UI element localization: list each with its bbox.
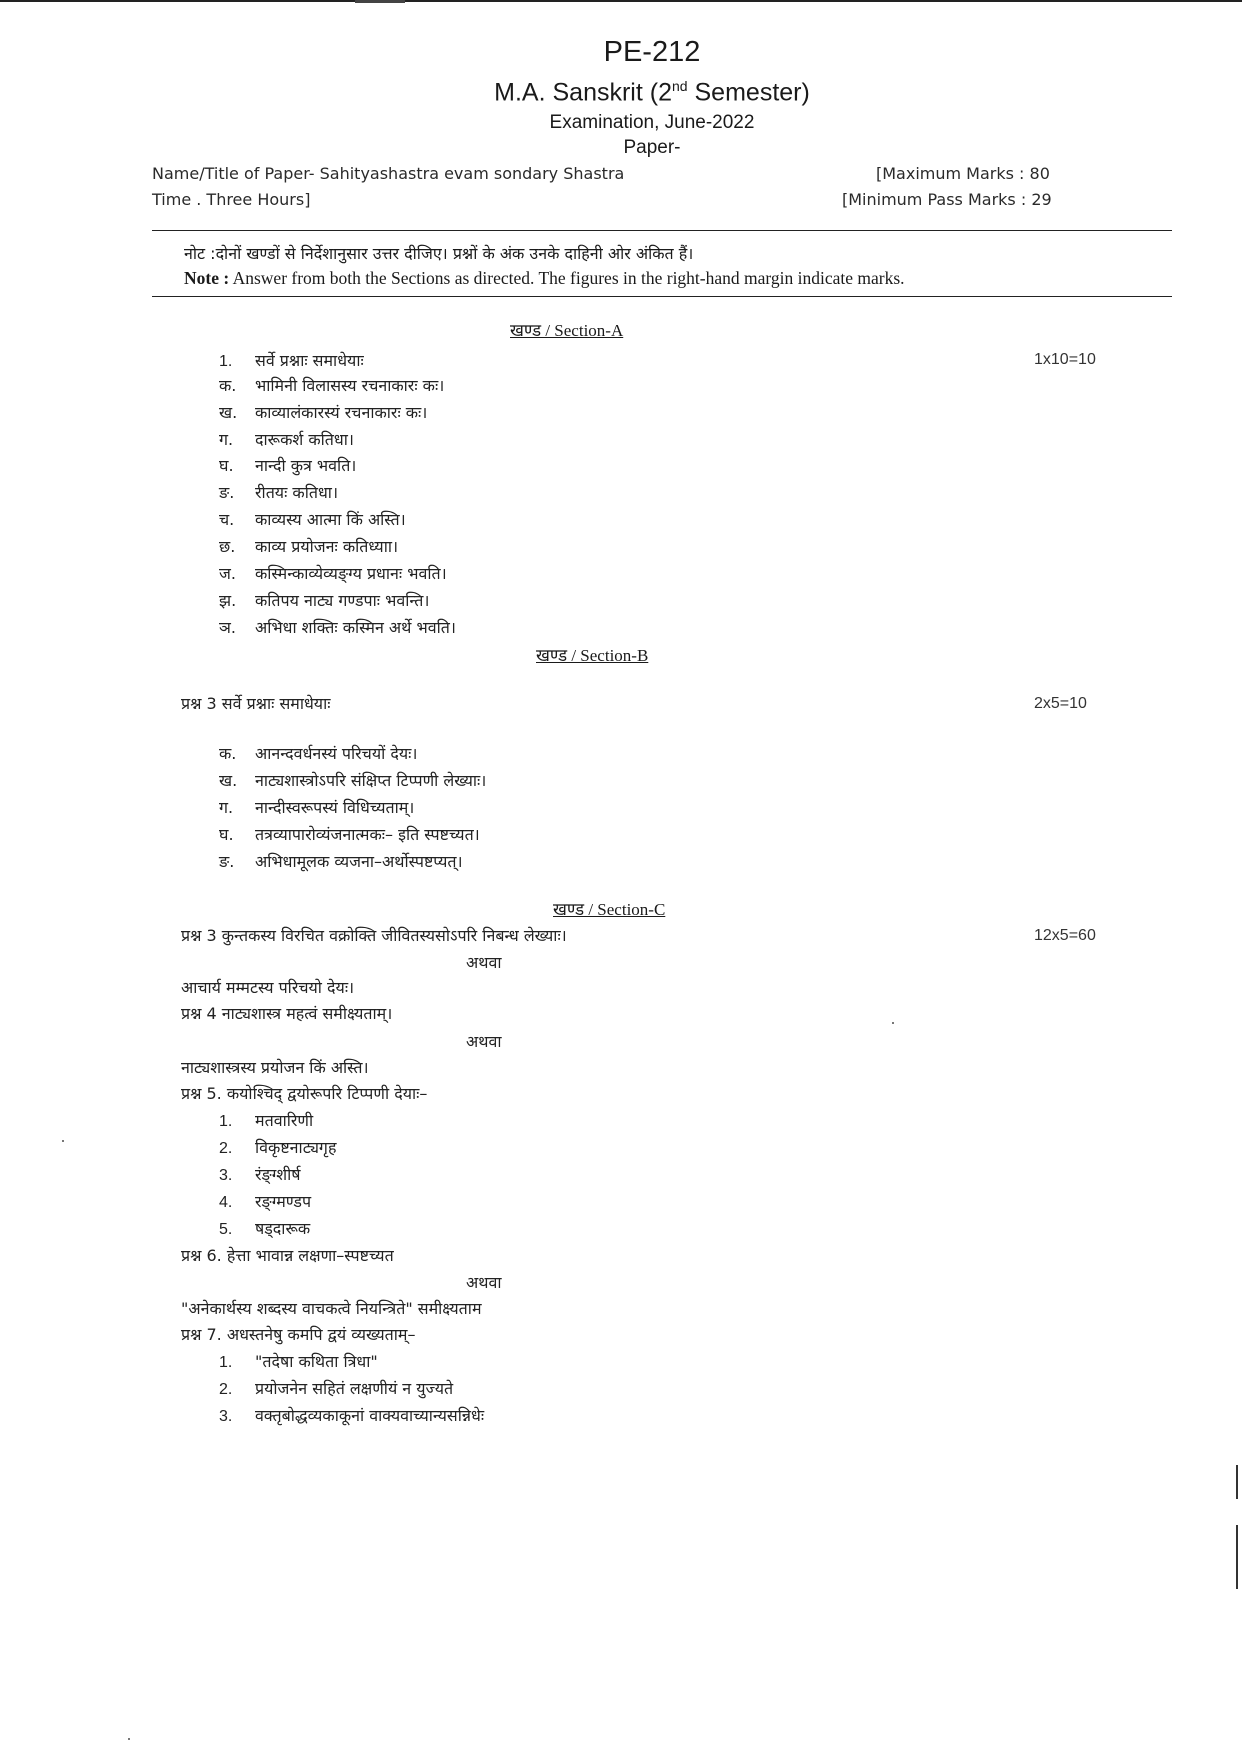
item-text: नाट्यशास्त्रोऽपरि संक्षिप्त टिप्पणी लेख्याः।: [255, 771, 487, 790]
question-item: [219, 374, 444, 396]
item-label: ङ.: [219, 483, 235, 502]
list-item: [219, 1217, 310, 1239]
question-4-alt: नाट्यशास्त्रस्य प्रयोजन किं अस्ति।: [181, 1058, 369, 1077]
item-text: नान्दीस्वरूपस्यं विधिच्यताम्।: [255, 798, 415, 817]
question-item: [219, 562, 447, 584]
item-text: दारूकर्श कतिधा।: [255, 430, 354, 449]
question-5: प्रश्न 5. कयोश्चिद् द्वयोरूपरि टिप्पणी देयाः–: [181, 1084, 428, 1103]
paper-label: Paper-: [623, 137, 681, 158]
item-number: 3.: [219, 1408, 233, 1425]
section-a-heading: खण्ड / Section-A: [510, 321, 624, 340]
scan-speck: [62, 1140, 64, 1142]
scan-top-edge: [0, 0, 1242, 2]
item-number: 1.: [219, 1354, 233, 1371]
list-item: [219, 1377, 453, 1399]
item-text: अभिधा शक्तिः कस्मिन अर्थे भवति।: [255, 618, 456, 637]
list-item: [219, 1136, 336, 1158]
min-pass-marks: [Minimum Pass Marks : 29: [842, 190, 1052, 209]
item-number: 2.: [219, 1140, 233, 1157]
item-text: नान्दी कुत्र भवति।: [255, 456, 357, 475]
item-label: क.: [219, 376, 237, 395]
header-divider: [152, 230, 1172, 231]
list-item: [219, 1404, 484, 1426]
item-number: 2.: [219, 1381, 233, 1398]
item-label: ञ.: [219, 618, 236, 637]
question-item: [219, 428, 354, 450]
item-label: क.: [219, 744, 237, 763]
question-item: [219, 589, 429, 611]
item-text: काव्यस्य आत्मा किं अस्ति।: [255, 510, 406, 529]
item-text: काव्यालंकारस्यं रचनाकारः कः।: [255, 403, 428, 422]
question-7: प्रश्न 7. अधस्तनेषु कमपि द्वयं व्यख्यताम्–: [181, 1325, 416, 1344]
question-item: [219, 850, 463, 872]
section-c-marks: 12x5=60: [1034, 927, 1096, 944]
question-item: [219, 481, 338, 503]
question-item: [219, 742, 417, 764]
course-title-main: M.A. Sanskrit (2: [494, 78, 672, 107]
item-text: कस्मिन्काव्येव्यङ्ग्य प्रधानः भवति।: [255, 564, 447, 583]
item-text: "तदेषा कथिता त्रिधा": [255, 1352, 378, 1371]
time-allowed: Time . Three Hours]: [152, 190, 311, 209]
item-label: छ.: [219, 537, 236, 556]
question-item: [219, 454, 356, 476]
note-label: Note :: [184, 268, 230, 288]
question-item: [219, 508, 406, 530]
item-text: विकृष्टनाट्यगृह: [255, 1138, 337, 1157]
item-number: 3.: [219, 1167, 233, 1184]
question-number: 1.: [219, 353, 233, 370]
section-a-marks: 1x10=10: [1034, 351, 1096, 368]
item-label: च.: [219, 510, 235, 529]
item-label: ङ.: [219, 852, 235, 871]
question-6-alt: "अनेकार्थस्य शब्दस्य वाचकत्वे नियन्त्रिते" समीक्ष्यताम: [181, 1299, 482, 1318]
scan-top-mark: [355, 0, 405, 3]
course-title-sup: nd: [671, 78, 688, 94]
section-a-question: [219, 349, 364, 371]
or-divider: अथवा: [466, 953, 502, 972]
section-c-heading: खण्ड / Section-C: [553, 900, 666, 919]
item-text: रीतयः कतिधा।: [255, 483, 339, 502]
scan-speck: [128, 1738, 130, 1740]
question-item: [219, 823, 480, 845]
note-divider: [152, 296, 1172, 297]
exam-date: Examination, June-2022: [549, 112, 755, 133]
item-label: झ.: [219, 591, 237, 610]
item-label: घ.: [219, 825, 234, 844]
item-label: ज.: [219, 564, 236, 583]
item-text: रङ्ग्मण्डप: [255, 1192, 312, 1211]
item-text: भामिनी विलासस्य रचनाकारः कः।: [255, 376, 445, 395]
question-item: [219, 535, 398, 557]
question-item: [219, 616, 456, 638]
item-label: ग.: [219, 430, 234, 449]
question-3: प्रश्न 3 कुन्तकस्य विरचित वक्रोक्ति जीवितस्यसोऽपरि निबन्ध लेख्याः।: [181, 926, 567, 945]
question-3-alt: आचार्य मम्मटस्य परिचयो देयः।: [181, 978, 355, 997]
paper-title: Name/Title of Paper- Sahityashastra evam sondary Shastra: [152, 164, 625, 183]
section-b-question: प्रश्न 3 सर्वे प्रश्नाः समाधेयाः: [181, 694, 331, 713]
list-item: [219, 1190, 311, 1212]
scan-speck: [892, 1022, 894, 1024]
item-text: अभिधामूलक व्यजना–अर्थोस्पष्टप्यत्।: [255, 852, 463, 871]
item-label: घ.: [219, 456, 234, 475]
item-number: 5.: [219, 1221, 233, 1238]
question-item: [219, 796, 414, 818]
question-6: प्रश्न 6. हेत्ता भावान्न लक्षणा–स्पष्टच्यत: [181, 1246, 394, 1265]
scan-edge-mark: [1236, 1465, 1238, 1499]
scan-edge-mark: [1236, 1525, 1238, 1589]
item-label: ग.: [219, 798, 234, 817]
item-text: तत्रव्यापारोव्यंजनात्मकः– इति स्पष्टच्यत।: [255, 825, 480, 844]
section-b-marks: 2x5=10: [1034, 695, 1087, 712]
item-text: रंङ्ग्शीर्ष: [255, 1165, 301, 1184]
note-english-text: Answer from both the Sections as directed. The figures in the right-hand margin indicate marks.: [229, 268, 905, 288]
note-hindi: नोट :दोनों खण्डों से निर्देशानुसार उत्तर दीजिए। प्रश्नों के अंक उनके दाहिनी ओर अंकित हैं।: [184, 244, 694, 263]
max-marks: [Maximum Marks : 80: [876, 164, 1050, 183]
list-item: [219, 1109, 313, 1131]
item-text: कतिपय नाट्य गण्डपाः भवन्ति।: [255, 591, 430, 610]
item-text: षड्दारूक: [255, 1219, 311, 1238]
question-4: प्रश्न 4 नाट्यशास्त्र महत्वं समीक्ष्यताम्।: [181, 1004, 393, 1023]
item-number: 1.: [219, 1113, 233, 1130]
note-english: [184, 268, 905, 289]
item-text: काव्य प्रयोजनः कतिध्याा।: [255, 537, 399, 556]
paper-code: PE-212: [603, 36, 701, 68]
item-number: 4.: [219, 1194, 233, 1211]
question-item: [219, 401, 427, 423]
question-item: [219, 769, 486, 791]
item-label: ख.: [219, 403, 238, 422]
list-item: [219, 1350, 378, 1372]
item-text: वक्तृबोद्धव्यकाकूनां वाक्यवाच्यान्यसन्निधेः: [255, 1406, 485, 1425]
list-item: [219, 1163, 301, 1185]
course-title: [340, 78, 964, 107]
or-divider: अथवा: [466, 1273, 502, 1292]
section-b-heading: खण्ड / Section-B: [536, 646, 649, 665]
item-text: प्रयोजनेन सहितं लक्षणीयं न युज्यते: [255, 1379, 454, 1398]
course-title-end: Semester): [687, 78, 810, 107]
item-text: आनन्दवर्धनस्यं परिचयों देयः।: [255, 744, 418, 763]
question-instruction: सर्वे प्रश्नाः समाधेयाः: [255, 351, 364, 370]
item-text: मतवारिणी: [255, 1111, 314, 1130]
or-divider: अथवा: [466, 1032, 502, 1051]
item-label: ख.: [219, 771, 238, 790]
